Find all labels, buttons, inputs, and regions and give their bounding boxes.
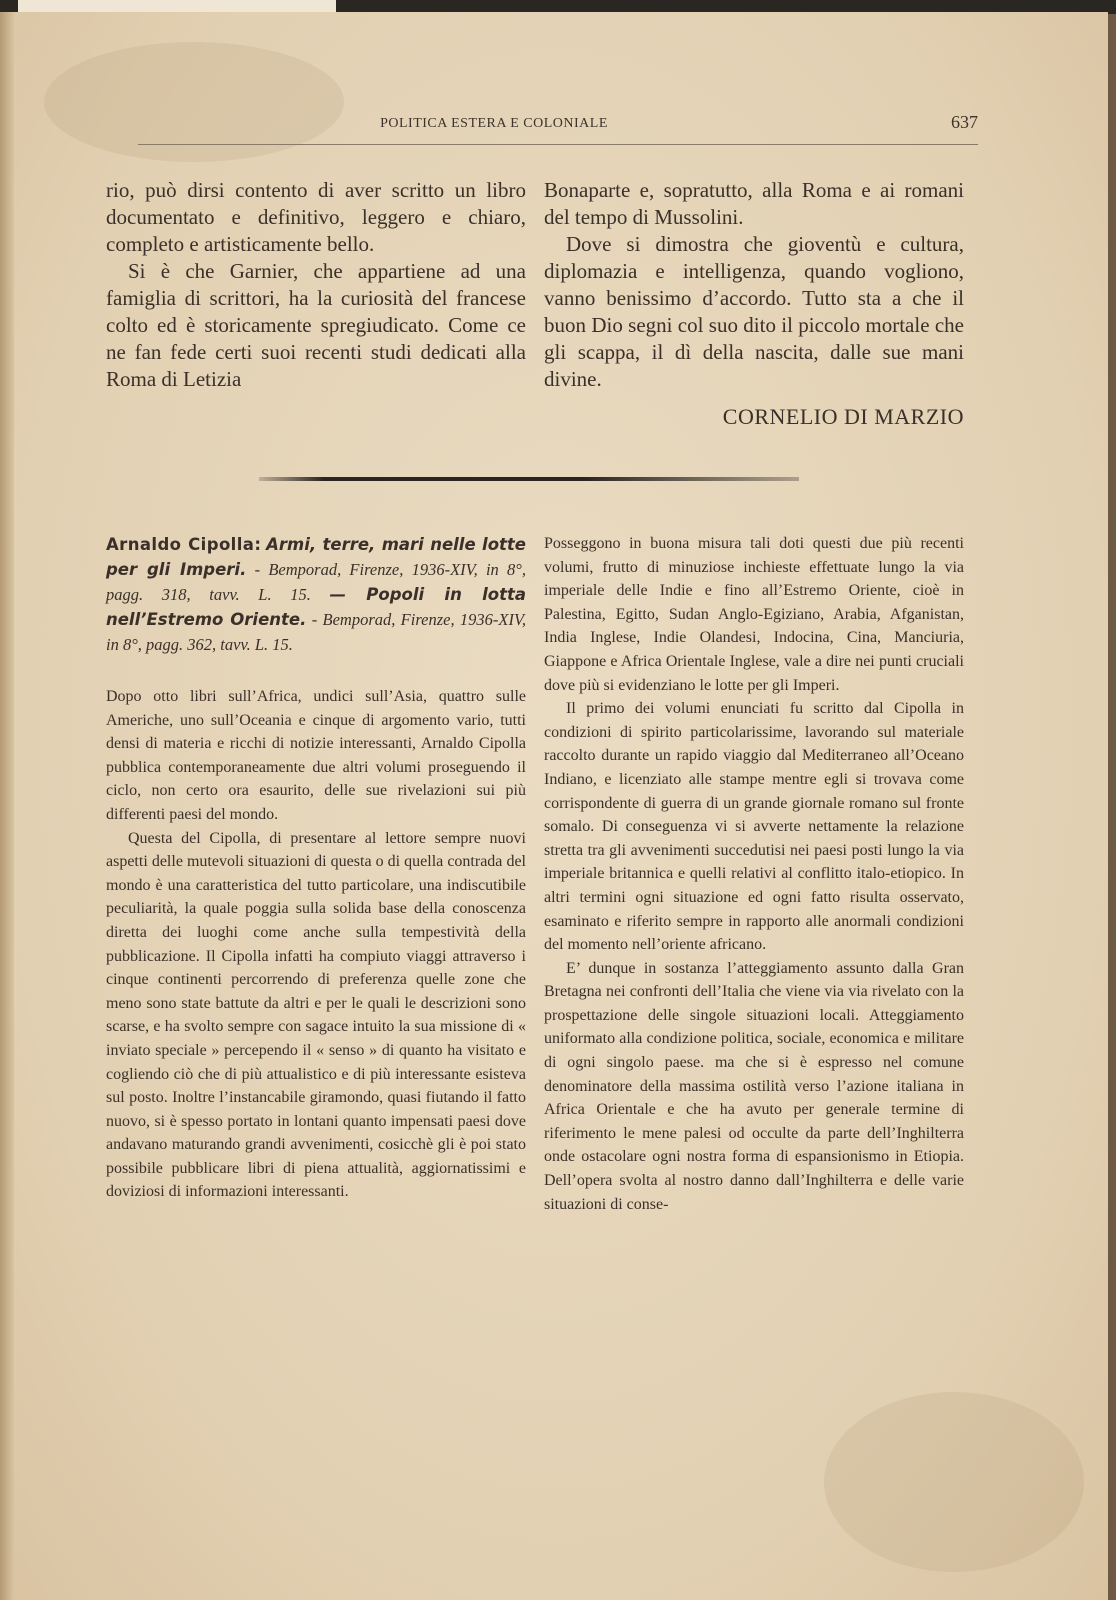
page-binding-edge <box>0 12 14 1600</box>
review-right-column <box>544 532 964 1216</box>
bibliographic-citation <box>106 532 526 657</box>
paragraph: Si è che Garnier, che appartiene ad una famiglia di scrittori, ha la curiosità del francese colto ed è storicamente spregiudicato. Come ce ne fan fede certi suoi recenti studi dedicati alla Roma di Letizia <box>106 259 526 391</box>
paragraph: Dopo otto libri sull’Africa, undici sull’Asia, quattro sulle Americhe, uno sull’Oceania e cinque di argomento vario, tutti densi di materia e ricchi di notizie interessanti, Arnaldo Cipolla pubblica contemporaneamente due altri volumi proseguendo il ciclo, non certo ora esaurito, delle sue rivelazioni sui più differenti paesi del mondo. <box>106 688 526 823</box>
scan-light-strip <box>18 0 336 12</box>
book-title-1: Armi, terre, mari nelle lotte per gli Imperi. <box>106 535 526 579</box>
top-left-column <box>106 177 526 393</box>
book-title-2: — Popoli in lotta nell’Estremo Oriente. <box>106 585 526 629</box>
paragraph: E’ dunque in sostanza l’atteggiamento assunto dalla Gran Bretagna nei confronti dell’Italia che viene via via rivelato con la prospettazione delle singole situazioni locali. Atteggiamento uniformato alla condizione politica, sociale, economica e militare di ogni singolo paese. ma che si è espresso nel comune denominatore della massima ostilità verso l’azione italiana in Africa Orientale e che ha avuto per generale termine di riferimento le mene palesi od occulte da parte dell’Inghilterra onde ostacolare ogni nostra forma di espansionismo in Etiopia. Dell’opera svolta al nostro danno dall’Inghilterra e delle varie situazioni di conse- <box>544 959 964 1213</box>
article-signature: CORNELIO DI MARZIO <box>722 404 964 429</box>
running-title: POLITICA ESTERA E COLONIALE <box>380 116 608 131</box>
paper-stain <box>824 1392 1084 1572</box>
running-header <box>4 108 1108 138</box>
book-page <box>4 12 1108 1600</box>
header-rule <box>138 144 978 145</box>
paragraph: Posseggono in buona misura tali doti questi due più recenti volumi, frutto di minuziose inchieste effettuate lungo la via imperiale delle Indie e fino all’Estremo Oriente, cioè in Palestina, Egitto, Sudan Anglo-Egiziano, Arabia, Afganistan, India Inglese, Indie Olandesi, Indocina, Cina, Manciuria, Giappone e Africa Orientale Inglese, vale a dire nei punti cruciali dove più si evidenziano le lotte per gli Imperi. <box>544 535 964 694</box>
review-left-column <box>106 532 526 1204</box>
paragraph: Il primo dei volumi enunciati fu scritto dal Cipolla in condizioni di spirito particolarissime, lavorando sul materiale raccolto durante un rapido viaggio dal Mediterraneo all’Oceano Indiano, e licenziato alle stampe mentre egli si trovava come corrispondente di guerra di un grande giornale romano sul fronte somalo. Di conseguenza vi si avverte nettamente la relazione stretta tra gli avvenimenti succedutisi nei paesi posti lungo la via imperiale britannica e quelli relativi al conflitto italo-etiopico. In altri termini ogni situazione ed ogni fatto risulta osservato, esaminato e riferito sempre in rapporto alle anormali condizioni del momento nell’oriente africano. <box>544 700 964 954</box>
section-divider <box>259 477 799 481</box>
top-right-column <box>544 177 964 393</box>
paragraph: Bonaparte e, sopratutto, alla Roma e ai romani del tempo di Mussolini. <box>544 178 964 229</box>
page-number: 637 <box>951 112 978 132</box>
publication-info-2: - Bemporad, Firenze, 1936-XIV, in 8°, pagg. 362, tavv. L. 15. <box>106 610 527 654</box>
paragraph: rio, può dirsi contento di aver scritto un libro documentato e definitivo, leggero e chiaro, completo e artisticamente bello. <box>106 178 526 256</box>
publication-info-1: - Bemporad, Firenze, 1936-XIV, in 8°, pagg. 318, tavv. L. 15. <box>106 560 526 604</box>
review-author: Arnaldo Cipolla: <box>106 535 262 554</box>
paragraph: Dove si dimostra che gioventù e cultura, diplomazia e intelligenza, quando vogliono, vanno benissimo d’accordo. Tutto sta a che il buon Dio segni col suo dito il piccolo mortale che gli scappa, il dì della nascita, dalle sue mani divine. <box>544 232 964 391</box>
paragraph: Questa del Cipolla, di presentare al lettore sempre nuovi aspetti delle mutevoli situazioni di questa o di quella contrada del mondo è una caratteristica del tutto particolare, una indiscutibile peculiarità, la quale poggia sulla solida base della conoscenza diretta dei luoghi come anche sulla tempestività della pubblicazione. Il Cipolla infatti ha compiuto viaggi attraverso i cinque continenti percorrendo di preferenza quelle zone che meno sono state battute da altri e per le quali le descrizioni sono scarse, e ha svolto sempre con sagace intuito la sua missione di « inviato speciale » percependo il « senso » di quanto ha visitato e cogliendo ciò che di più attualistico e di più interessante esisteva sul posto. Inoltre l’instancabile giramondo, quasi fiutando il fatto nuovo, si è spesso portato in lontani quanto impensati paesi dove andavano maturando grandi avvenimenti, cosicchè gli è poi stato possibile pubblicare libri di piena attualità, aggiornatissimi e doviziosi di informazioni interessanti. <box>106 829 526 1201</box>
